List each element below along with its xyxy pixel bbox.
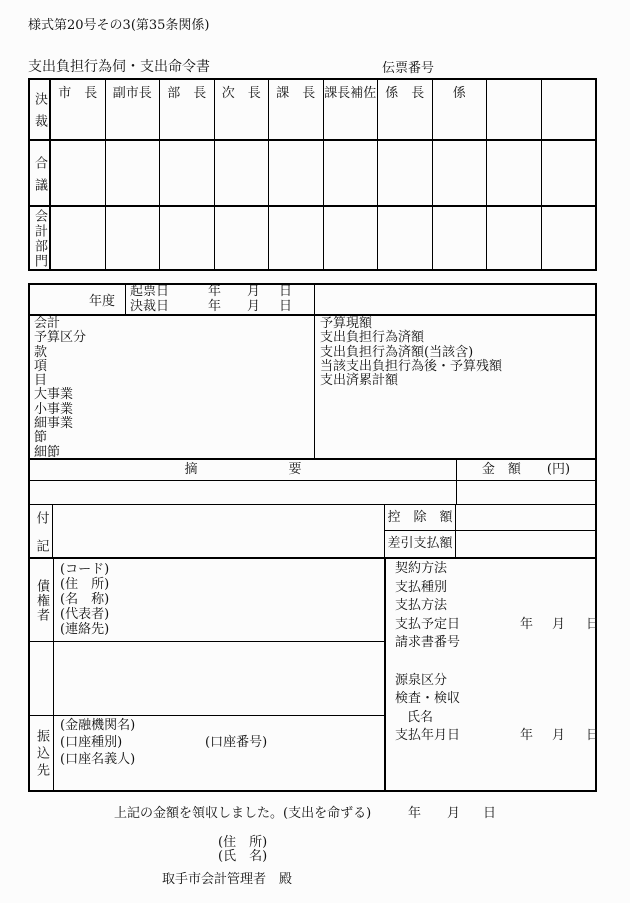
account-type: (口座種別)	[60, 735, 123, 750]
account-number: (口座番号)	[205, 735, 268, 750]
creditor-code: (コード)	[60, 562, 110, 577]
approval-row-label	[30, 80, 50, 139]
creditor-transfer-left	[30, 559, 386, 790]
decision-date-label: 決裁日	[130, 298, 170, 314]
stamp-cell	[323, 207, 378, 269]
transfer-top-divider	[30, 715, 386, 716]
approval-row-kessai	[30, 80, 595, 139]
payee-name-label: (氏 名)	[218, 849, 268, 864]
spacer-line	[395, 653, 595, 672]
account-type-line	[60, 734, 268, 751]
payee-address-label: (住 所)	[218, 835, 268, 850]
stamp-cell-assistant-head	[323, 80, 378, 139]
invoice-number: 請求書番号	[395, 635, 461, 651]
draft-date-line	[126, 285, 314, 300]
day-unit: 日	[279, 284, 293, 299]
year-unit: 年	[208, 298, 222, 314]
budget-item-kou: 項	[34, 358, 48, 374]
approval-row-gogi	[30, 139, 595, 205]
col-header-mayor: 市 長	[58, 86, 98, 101]
stamp-cell	[377, 207, 432, 269]
receipt-line	[0, 802, 630, 821]
slip-number-label: 伝票番号	[382, 61, 435, 76]
transfer-label: 振込先	[34, 729, 49, 780]
payment-method: 支払方法	[395, 598, 448, 614]
approval-row-label	[30, 141, 50, 205]
creditor-fields	[60, 562, 109, 637]
contract-method: 契約方法	[395, 561, 448, 576]
budget-committed-amount-incl: 支出負担行為済額(当該含)	[320, 344, 474, 360]
budget-remaining-amount: 当該支出負担行為後・予算残額	[320, 358, 503, 374]
stamp-cell-section-head	[268, 80, 323, 139]
month-unit: 月	[247, 284, 261, 299]
deduction-label: 控 除 額	[385, 505, 456, 530]
month-unit: 月	[247, 298, 261, 314]
day-unit: 日	[279, 298, 293, 314]
stamp-cell	[50, 141, 105, 205]
stamp-cell	[486, 207, 541, 269]
year-unit: 年	[408, 806, 422, 821]
month-unit: 月	[552, 728, 566, 744]
payment-date-label: 支払年月日	[395, 728, 461, 744]
draft-date-label: 起票日	[130, 284, 170, 299]
stamp-cell-staff	[432, 80, 487, 139]
budget-classification-cell	[30, 316, 315, 458]
creditor-representative: (代表者)	[60, 607, 110, 622]
creditor-transfer-row	[30, 559, 600, 790]
transfer-fields	[60, 717, 268, 768]
payment-date-line	[395, 727, 600, 746]
stamp-cell-deputy-mayor	[105, 80, 160, 139]
month-unit: 月	[447, 806, 461, 821]
appendix-row	[30, 505, 595, 567]
creditor-label-cell	[30, 559, 53, 641]
creditor-contact: (連絡先)	[60, 622, 110, 637]
creditor-bottom-divider	[30, 641, 386, 642]
stamp-cell	[214, 141, 269, 205]
year-unit: 年	[520, 616, 534, 632]
addressee: 取手市会計管理者 殿	[162, 872, 293, 887]
budget-item-account: 会計	[34, 316, 61, 331]
col-header-staff: 係	[452, 86, 466, 101]
fiscal-year-cell	[30, 285, 126, 314]
col-header-assistant-head: 課長補佐	[324, 86, 377, 101]
budget-committed-amount: 支出負担行為済額	[320, 330, 425, 346]
inspection-label: 検査・検収	[395, 691, 461, 707]
stamp-cell	[486, 141, 541, 205]
budget-item-division: 予算区分	[34, 330, 87, 346]
accounting-dept-label: 会計部門	[32, 209, 47, 269]
net-payment-label: 差引支払額	[385, 531, 456, 557]
dates-cell	[126, 285, 315, 314]
col-header-next-head: 次 長	[221, 86, 261, 101]
day-unit: 日	[586, 728, 600, 744]
col-header-chief: 係 長	[385, 86, 425, 101]
stamp-cell	[432, 141, 487, 205]
budget-amounts-cell	[320, 317, 502, 388]
approval-table	[28, 78, 597, 271]
creditor-address: (住 所)	[60, 577, 110, 592]
account-holder: (口座名義人)	[60, 752, 136, 767]
stamp-cell	[268, 207, 323, 269]
summary-entry-row	[30, 481, 595, 505]
stamp-cell	[377, 141, 432, 205]
stamp-cell	[159, 207, 214, 269]
approval-row-label	[30, 207, 50, 269]
stamp-cell	[268, 141, 323, 205]
payment-type: 支払種別	[395, 579, 448, 595]
stamp-cell-chief	[377, 80, 432, 139]
year-unit: 年	[208, 284, 222, 299]
receipt-text: 上記の金額を領収しました。(支出を命ずる)	[114, 806, 372, 821]
form-number: 様式第20号その3(第35条関係)	[28, 18, 210, 33]
stamp-cell	[323, 141, 378, 205]
stamp-cell	[541, 141, 596, 205]
stamp-cell	[541, 207, 596, 269]
scheduled-payment-date-label: 支払予定日	[395, 616, 461, 632]
stamp-cell	[432, 207, 487, 269]
year-row	[30, 285, 595, 316]
creditor-label: 債権者	[34, 579, 49, 623]
withholding-category: 源泉区分	[395, 672, 448, 688]
stamp-cell-blank-1	[486, 80, 541, 139]
stamp-cell	[50, 207, 105, 269]
budget-current-amount: 予算現額	[320, 316, 373, 331]
deduction-block	[385, 505, 595, 557]
label-column-divider	[53, 559, 54, 790]
budget-item-kan: 款	[34, 344, 48, 360]
col-header-blank-1	[487, 80, 541, 82]
page-title: 支出負担行為伺・支出命令書	[28, 59, 210, 75]
budget-item-saisetsu: 細節	[34, 444, 61, 460]
deduction-row	[385, 505, 595, 531]
budget-item-detail-project: 細事業	[34, 416, 74, 432]
budget-item-large-project: 大事業	[34, 387, 74, 403]
col-header-section-head: 課 長	[276, 86, 316, 101]
month-unit: 月	[552, 616, 566, 632]
col-header-deputy-mayor: 副市長	[112, 86, 152, 101]
summary-entry-cell	[30, 481, 457, 504]
appendix-content-cell	[53, 505, 385, 557]
summary-header-row	[30, 460, 595, 481]
net-payment-amount-cell	[456, 531, 595, 557]
approval-row-accounting-dept	[30, 205, 595, 269]
stamp-cell-next-head	[214, 80, 269, 139]
stamp-cell	[159, 141, 214, 205]
creditor-name: (名 称)	[60, 592, 110, 607]
day-unit: 日	[586, 616, 600, 632]
stamp-cell	[214, 207, 269, 269]
budget-paid-total: 支出済累計額	[320, 373, 399, 389]
stamp-cell	[105, 207, 160, 269]
stamp-cell	[105, 141, 160, 205]
appendix-label: 付記	[33, 510, 49, 567]
budget-row	[30, 316, 595, 460]
payment-details	[395, 560, 600, 746]
main-table	[28, 283, 600, 792]
col-header-dept-head: 部 長	[167, 86, 207, 101]
budget-item-moku: 目	[34, 373, 48, 389]
decision-date-line	[126, 300, 314, 315]
stamp-cell-mayor	[50, 80, 105, 139]
transfer-label-cell	[30, 715, 53, 790]
day-unit: 日	[483, 806, 497, 821]
col-header-blank-2	[542, 80, 596, 82]
amount-header: 金 額 (円)	[481, 462, 571, 477]
deduction-amount-cell	[456, 505, 595, 530]
stamp-cell-blank-2	[541, 80, 596, 139]
appendix-label-cell	[30, 505, 53, 567]
net-payment-row	[385, 531, 595, 557]
kessai-label: 決裁	[32, 92, 47, 136]
budget-item-small-project: 小事業	[34, 401, 74, 417]
bank-name: (金融機関名)	[60, 718, 136, 733]
fiscal-year-label: 年度	[88, 294, 115, 309]
gogi-label: 合議	[32, 155, 47, 200]
budget-item-setsu: 節	[34, 430, 48, 446]
summary-header: 摘 要	[30, 460, 457, 480]
inspector-name: 氏名	[407, 709, 434, 725]
stamp-cell-dept-head	[159, 80, 214, 139]
year-unit: 年	[520, 728, 534, 744]
scheduled-payment-date-line	[395, 616, 600, 635]
